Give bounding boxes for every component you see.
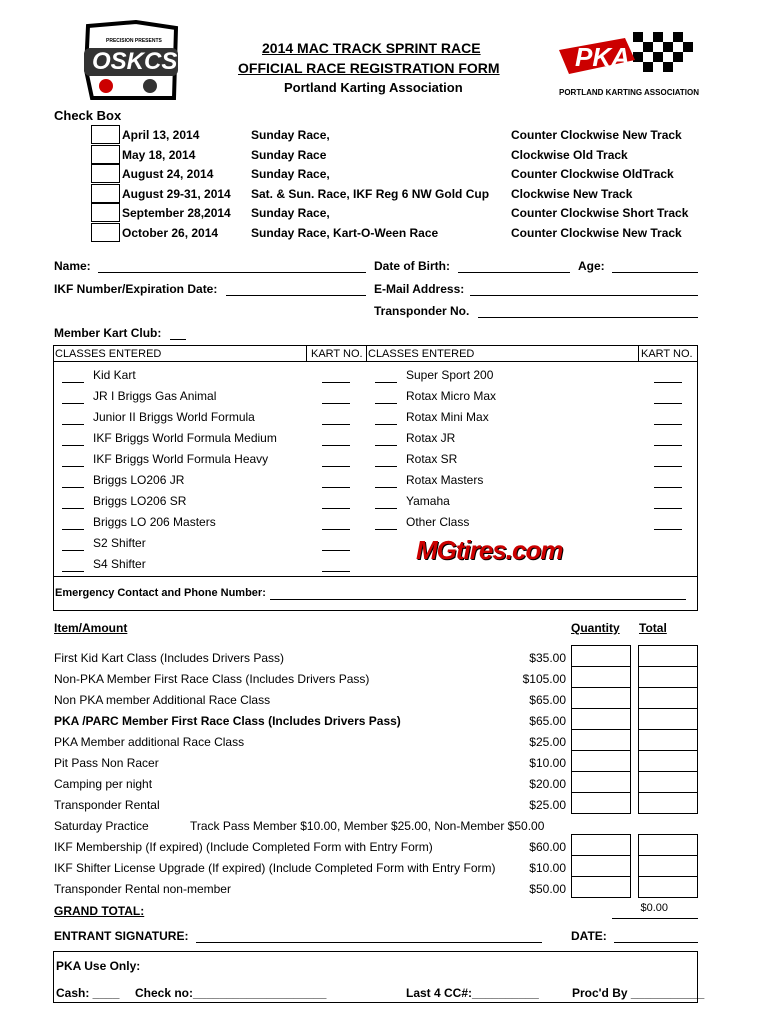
fee-price: $25.00 [529, 735, 566, 749]
kart-no-blank[interactable] [322, 445, 350, 446]
grand-total-value: $0.00 [640, 902, 668, 914]
kart-no-blank[interactable] [322, 550, 350, 551]
race-checkbox[interactable] [91, 164, 120, 183]
kart-no-blank[interactable] [654, 466, 682, 467]
quantity-input[interactable] [571, 771, 631, 793]
emergency-divider [53, 576, 698, 577]
pka-caption: PORTLAND KARTING ASSOCIATION [559, 88, 699, 97]
class-check-blank[interactable] [62, 571, 84, 572]
class-label: Yamaha [406, 494, 450, 508]
classes-col-divider-2 [366, 345, 367, 361]
item-header: Item/Amount [54, 621, 128, 635]
kart-no-blank[interactable] [322, 382, 350, 383]
class-label: JR I Briggs Gas Animal [93, 389, 217, 403]
total-input[interactable] [638, 792, 698, 814]
total-input[interactable] [638, 876, 698, 898]
quantity-input[interactable] [571, 855, 631, 877]
kart-no-blank[interactable] [654, 403, 682, 404]
class-check-blank[interactable] [375, 487, 397, 488]
fee-label: Pit Pass Non Racer [54, 756, 159, 770]
total-input[interactable] [638, 834, 698, 856]
emergency-input[interactable] [270, 599, 686, 600]
total-input[interactable] [638, 708, 698, 730]
race-desc: Sunday Race, [251, 206, 330, 220]
class-label: Kid Kart [93, 368, 136, 382]
kart-no-blank[interactable] [654, 382, 682, 383]
subtitle: Portland Karting Association [284, 80, 463, 95]
quantity-input[interactable] [571, 708, 631, 730]
class-label: Briggs LO206 JR [93, 473, 185, 487]
fee-price: $65.00 [529, 693, 566, 707]
quantity-input[interactable] [571, 792, 631, 814]
kart-no-blank[interactable] [322, 571, 350, 572]
race-desc: Sunday Race, [251, 128, 330, 142]
race-date: May 18, 2014 [122, 148, 196, 162]
class-check-blank[interactable] [62, 466, 84, 467]
total-input[interactable] [638, 687, 698, 709]
ikf-input[interactable] [226, 295, 366, 296]
title-line2: OFFICIAL RACE REGISTRATION FORM [238, 60, 500, 76]
class-label: IKF Briggs World Formula Heavy [93, 452, 269, 466]
kart-no-blank[interactable] [654, 508, 682, 509]
pka-text: PKA [575, 42, 630, 72]
class-check-blank[interactable] [375, 445, 397, 446]
class-label: Rotax Masters [406, 473, 484, 487]
race-track: Counter Clockwise New Track [511, 128, 682, 142]
fee-label: First Kid Kart Class (Includes Drivers Pass) [54, 651, 285, 665]
kart-no-blank[interactable] [322, 466, 350, 467]
fee-label: IKF Shifter License Upgrade (If expired) (Include Completed Form with Entry Form) [54, 861, 496, 875]
dob-label: Date of Birth: [374, 259, 450, 273]
fee-price: $25.00 [529, 798, 566, 812]
race-desc: Sat. & Sun. Race, IKF Reg 6 NW Gold Cup [251, 187, 490, 201]
fee-price: $20.00 [529, 777, 566, 791]
check-box-label: Check Box [54, 108, 122, 123]
race-checkbox[interactable] [91, 223, 120, 242]
checkered-flag-icon [633, 32, 693, 72]
fee-label: Transponder Rental non-member [54, 882, 231, 896]
age-label: Age: [578, 259, 605, 273]
title-line1: 2014 MAC TRACK SPRINT RACE [262, 40, 481, 56]
race-checkbox[interactable] [91, 125, 120, 144]
email-label: E-Mail Address: [374, 282, 465, 296]
class-label: Super Sport 200 [406, 368, 494, 382]
club-label: Member Kart Club: [54, 326, 162, 340]
email-input[interactable] [470, 295, 698, 296]
dob-input[interactable] [458, 272, 570, 273]
class-label: Other Class [406, 515, 470, 529]
grand-total-label: GRAND TOTAL: [54, 904, 145, 918]
ikf-label: IKF Number/Expiration Date: [54, 282, 218, 296]
quantity-input[interactable] [571, 729, 631, 751]
total-input[interactable] [638, 645, 698, 667]
classes-header-kart2: KART NO. [641, 348, 693, 360]
class-check-blank[interactable] [375, 403, 397, 404]
club-input[interactable] [170, 339, 186, 340]
fee-label: Camping per night [54, 777, 153, 791]
classes-header-left: CLASSES ENTERED [55, 348, 162, 360]
class-label: Briggs LO 206 Masters [93, 515, 216, 529]
last4-cc-field[interactable]: Last 4 CC#:__________ [406, 986, 539, 1000]
fee-label: PKA Member additional Race Class [54, 735, 245, 749]
total-input[interactable] [638, 729, 698, 751]
procd-by-field[interactable]: Proc'd By ___________ [572, 986, 705, 1000]
race-date: April 13, 2014 [122, 128, 200, 142]
class-check-blank[interactable] [375, 508, 397, 509]
pka-use-title: PKA Use Only: [56, 959, 141, 973]
class-label: Rotax SR [406, 452, 458, 466]
race-date: September 28,2014 [122, 206, 231, 220]
race-desc: Sunday Race [251, 148, 327, 162]
quantity-header: Quantity [571, 621, 620, 635]
class-check-blank[interactable] [62, 508, 84, 509]
class-label: S2 Shifter [93, 536, 146, 550]
fee-label: PKA /PARC Member First Race Class (Includes Drivers Pass) [54, 714, 401, 728]
saturday-label: Saturday Practice [54, 819, 149, 833]
race-date: August 24, 2014 [122, 167, 214, 181]
race-date: October 26, 2014 [122, 226, 219, 240]
quantity-input[interactable] [571, 666, 631, 688]
class-check-blank[interactable] [62, 550, 84, 551]
fee-label: Transponder Rental [54, 798, 160, 812]
class-label: S4 Shifter [93, 557, 146, 571]
name-input[interactable] [98, 272, 366, 273]
total-input[interactable] [638, 666, 698, 688]
grand-total-underline [612, 918, 698, 919]
total-input[interactable] [638, 750, 698, 772]
mgtires-logo: MGtires.com [416, 535, 563, 565]
class-check-blank[interactable] [62, 445, 84, 446]
total-input[interactable] [638, 771, 698, 793]
saturday-detail: Track Pass Member $10.00, Member $25.00, Non-Member $50.00 [190, 819, 545, 833]
race-date: August 29-31, 2014 [122, 187, 231, 201]
fee-price: $65.00 [529, 714, 566, 728]
race-track: Clockwise Old Track [511, 148, 628, 162]
classes-header-kart: KART NO. [311, 348, 363, 360]
total-input[interactable] [638, 855, 698, 877]
total-header: Total [639, 621, 667, 635]
oskcs-logo [78, 20, 182, 102]
entrant-signature-input[interactable] [196, 942, 542, 943]
quantity-input[interactable] [571, 834, 631, 856]
race-track: Counter Clockwise Short Track [511, 206, 689, 220]
emergency-label: Emergency Contact and Phone Number: [55, 587, 266, 599]
quantity-input[interactable] [571, 645, 631, 667]
class-label: Rotax Micro Max [406, 389, 497, 403]
fee-label: Non-PKA Member First Race Class (Includes Drivers Pass) [54, 672, 370, 686]
class-check-blank[interactable] [62, 487, 84, 488]
class-check-blank[interactable] [62, 424, 84, 425]
race-track: Counter Clockwise OldTrack [511, 167, 674, 181]
class-check-blank[interactable] [375, 382, 397, 383]
kart-no-blank[interactable] [322, 487, 350, 488]
pka-logo [555, 30, 699, 100]
transponder-input[interactable] [478, 317, 698, 318]
class-check-blank[interactable] [375, 529, 397, 530]
class-label: Briggs LO206 SR [93, 494, 187, 508]
class-check-blank[interactable] [62, 382, 84, 383]
classes-col-divider-3 [638, 345, 639, 361]
cash-field[interactable]: Cash: ____ [56, 986, 120, 1000]
race-desc: Sunday Race, [251, 167, 330, 181]
kart-no-blank[interactable] [322, 529, 350, 530]
kart-no-blank[interactable] [654, 424, 682, 425]
fee-label: IKF Membership (If expired) (Include Completed Form with Entry Form) [54, 840, 433, 854]
fee-price: $105.00 [522, 672, 566, 686]
kart-no-blank[interactable] [322, 508, 350, 509]
fee-price: $35.00 [529, 651, 566, 665]
quantity-input[interactable] [571, 876, 631, 898]
classes-header-divider [53, 361, 698, 362]
class-check-blank[interactable] [62, 529, 84, 530]
race-desc: Sunday Race, Kart-O-Ween Race [251, 226, 439, 240]
age-input[interactable] [612, 272, 698, 273]
classes-header-right: CLASSES ENTERED [368, 348, 475, 360]
class-label: Rotax JR [406, 431, 456, 445]
date-label: DATE: [571, 929, 607, 943]
fee-price: $10.00 [529, 756, 566, 770]
kart-no-blank[interactable] [322, 424, 350, 425]
transponder-label: Transponder No. [374, 304, 470, 318]
kart-no-blank[interactable] [654, 487, 682, 488]
kart-no-blank[interactable] [654, 445, 682, 446]
fee-price: $60.00 [529, 840, 566, 854]
kart-no-blank[interactable] [654, 529, 682, 530]
class-check-blank[interactable] [62, 403, 84, 404]
oskcs-small: PRECISION PRESENTS [106, 38, 162, 44]
quantity-input[interactable] [571, 750, 631, 772]
race-checkbox[interactable] [91, 203, 120, 222]
class-label: Rotax Mini Max [406, 410, 489, 424]
race-checkbox[interactable] [91, 184, 120, 203]
class-label: Junior II Briggs World Formula [93, 410, 255, 424]
oskcs-text: OSKCS [92, 48, 178, 75]
entrant-signature-label: ENTRANT SIGNATURE: [54, 929, 189, 943]
check-no-field[interactable]: Check no:____________________ [135, 986, 327, 1000]
fee-price: $10.00 [529, 861, 566, 875]
date-input[interactable] [614, 942, 698, 943]
kart-no-blank[interactable] [322, 403, 350, 404]
name-label: Name: [54, 259, 91, 273]
class-label: IKF Briggs World Formula Medium [93, 431, 277, 445]
fee-label: Non PKA member Additional Race Class [54, 693, 271, 707]
classes-col-divider-1 [306, 345, 307, 361]
race-track: Counter Clockwise New Track [511, 226, 682, 240]
class-check-blank[interactable] [375, 424, 397, 425]
fee-price: $50.00 [529, 882, 566, 896]
race-checkbox[interactable] [91, 145, 120, 164]
race-track: Clockwise New Track [511, 187, 633, 201]
class-check-blank[interactable] [375, 466, 397, 467]
quantity-input[interactable] [571, 687, 631, 709]
